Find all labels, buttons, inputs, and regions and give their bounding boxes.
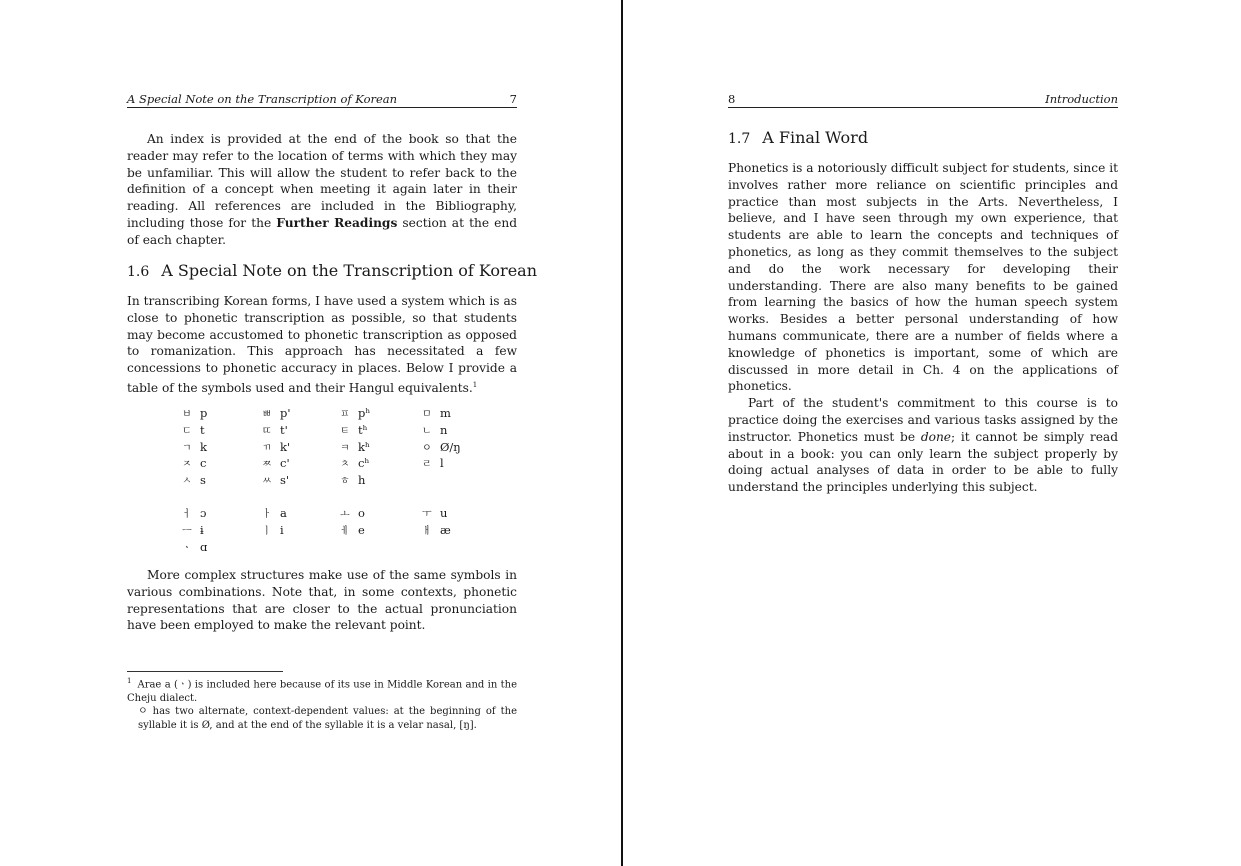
- hangul-symbol: ㆍ: [182, 542, 192, 554]
- footnote-rule: [127, 671, 283, 672]
- symbol-cell: [182, 522, 204, 537]
- hangul-symbol: ㅓ: [182, 509, 192, 520]
- phonetic-symbol: tʰ: [358, 422, 368, 437]
- symbol-cell: [262, 522, 284, 537]
- symbol-cell: [422, 505, 447, 520]
- footnote: [127, 675, 517, 732]
- symbol-cell: [340, 505, 365, 520]
- hangul-symbol: ㄱ: [182, 442, 192, 454]
- phonetic-symbol: s: [200, 473, 206, 488]
- phonetic-symbol: n: [440, 422, 448, 437]
- hangul-symbol: ㅏ: [262, 509, 272, 520]
- paragraph2-text: Part of the student's commitment to this course is to practice doing the exercises and various tasks assigned by the instructor. Phonetics must be: [728, 396, 1118, 444]
- symbol-cell: [422, 405, 451, 420]
- hangul-symbol: ㅣ: [262, 525, 272, 537]
- phonetic-symbol: c': [280, 456, 290, 471]
- phonetic-symbol: o: [358, 506, 365, 520]
- symbol-cell: [262, 422, 288, 437]
- symbol-cell: [262, 505, 287, 520]
- phonetic-symbol: p': [280, 406, 291, 420]
- hangul-symbol: ㅇ: [422, 442, 432, 454]
- hangul-symbol: ㅎ: [340, 476, 350, 488]
- hangul-symbol: ㅁ: [422, 409, 432, 420]
- footnote-line2: ㅇ has two alternate, context-dependent values: at the beginning of the syllable it is Ø, and at the end of the syllable it is a velar nasal, [ŋ].: [138, 706, 517, 731]
- left-page-header: [127, 90, 517, 108]
- symbol-cell: [422, 522, 451, 537]
- phonetic-symbol: kʰ: [358, 439, 370, 454]
- closing-paragraph: [127, 567, 517, 634]
- final-word-paragraph-1: Phonetics is a notoriously difficult subject for students, since it involves rather more reliance on scientific principles and practice than most subjects in the Arts. Nevertheless, I believe, and I have seen through my own experience, that students are able to learn the concepts and techniques of phonetics, as long as they commit themselves to the subject and do the work necessary for developing their understanding. There are also many benefits to be gained from learning the basics of how the human speech system works. Besides a better personal understanding of how humans communicate, there are a number of fields where a knowledge of phonetics is important, some of which are discussed in more detail in Ch. 4 on the applications of phonetics.: [728, 161, 1118, 394]
- symbol-row: [182, 405, 482, 421]
- paragraph2-text-end: ; it cannot be simply read about in a book: you can only learn the subject properly by doing actual analyses of data in order to be able to fully understand the principles underlying this subject.: [728, 429, 1118, 495]
- symbol-cell: [182, 505, 206, 520]
- left-header-page-number: 7: [509, 92, 517, 106]
- symbol-row: [182, 422, 482, 438]
- symbol-cell: [340, 405, 370, 420]
- right-page: [623, 0, 1241, 866]
- hangul-symbol: ㅅ: [182, 476, 192, 488]
- symbol-cell: [262, 455, 290, 470]
- hangul-symbol: ㅜ: [422, 509, 432, 520]
- intro-text-end: section at the end of each chapter.: [127, 215, 518, 247]
- phonetic-symbol: e: [358, 522, 365, 537]
- transcription-text: In transcribing Korean forms, I have used a system which is as close to phonetic transcription as possible, so that students may become accustomed to phonetic transcription as opposed to romanization. This approach has necessitated a few concessions to phonetic accuracy in places. Below I provide a table of the symbols used and their Hangul equivalents.: [127, 294, 517, 396]
- hangul-symbol: ㅌ: [340, 425, 350, 437]
- hangul-symbol: ㅉ: [262, 459, 272, 471]
- symbol-cell: [422, 439, 461, 454]
- phonetic-symbol: l: [440, 456, 444, 471]
- footnote-ref: 1: [472, 380, 478, 389]
- right-header-title: Introduction: [1045, 92, 1118, 106]
- hangul-symbol: ㅡ: [182, 525, 192, 537]
- symbol-row: [182, 522, 482, 538]
- phonetic-symbol: s': [280, 473, 290, 488]
- hangul-symbol: ㅗ: [340, 509, 350, 520]
- symbol-cell: [182, 439, 207, 454]
- phonetic-symbol: ɨ: [200, 522, 204, 537]
- symbol-cell: [340, 522, 365, 537]
- final-word-paragraphs: [728, 160, 1118, 496]
- section-heading-1-7: [728, 128, 868, 147]
- section-heading-1-6: [127, 261, 537, 280]
- phonetic-symbol: c: [200, 456, 207, 471]
- phonetic-symbol: k': [280, 439, 291, 454]
- closing-text: More complex structures make use of the same symbols in various combinations. Note that, in some contexts, phonetic representations that are closer to the actual pronunciation have been employed to make the relevant point.: [127, 568, 517, 633]
- hangul-symbol: ㄴ: [422, 425, 432, 437]
- transcription-paragraph: [127, 293, 517, 397]
- symbol-row: [182, 539, 482, 555]
- hangul-symbol: ㅐ: [422, 525, 432, 537]
- symbol-cell: [182, 422, 205, 437]
- phonetic-symbol: æ: [440, 522, 451, 537]
- left-header-title: A Special Note on the Transcription of Korean: [127, 92, 398, 106]
- symbol-cell: [340, 472, 365, 487]
- section-number: 1.6: [127, 264, 150, 280]
- symbol-cell: [262, 439, 290, 454]
- symbol-cell: [422, 422, 447, 437]
- further-readings-bold: Further Readings: [276, 215, 398, 230]
- phonetic-symbol: t': [280, 422, 288, 437]
- hangul-symbol: ㅈ: [182, 459, 192, 471]
- phonetic-symbol: u: [440, 506, 448, 520]
- phonetic-symbol: ɔ: [200, 506, 207, 520]
- phonetic-symbol: t: [200, 422, 205, 437]
- hangul-symbol: ㄸ: [262, 425, 272, 437]
- footnote-mark: 1: [127, 677, 132, 685]
- symbol-cell: [340, 422, 368, 437]
- phonetic-symbol: a: [280, 506, 287, 520]
- symbol-row: [182, 455, 482, 471]
- hangul-symbol: ㅂ: [182, 409, 192, 420]
- phonetic-symbol: h: [358, 473, 366, 488]
- phonetic-symbol: k: [200, 439, 207, 454]
- hangul-symbol: ㄹ: [422, 459, 432, 471]
- phonetic-symbol: pʰ: [358, 406, 371, 420]
- phonetic-symbol: ɑ: [200, 539, 208, 554]
- hangul-symbol: ㄷ: [182, 425, 192, 437]
- done-italic: done: [920, 429, 952, 444]
- hangul-symbol: ㅔ: [340, 525, 350, 537]
- footnote-line1: Arae a (ㆍ) is included here because of its use in Middle Korean and in the Cheju dialect.: [127, 679, 517, 704]
- hangul-symbol: ㅋ: [340, 442, 350, 454]
- intro-paragraph: [127, 131, 517, 249]
- symbol-cell: [262, 405, 291, 420]
- phonetic-symbol: p: [200, 406, 208, 420]
- right-header-page-number: 8: [728, 92, 736, 106]
- symbol-row: [182, 439, 482, 455]
- symbol-cell: [182, 405, 207, 420]
- symbol-cell: [262, 472, 289, 487]
- symbol-cell: [422, 455, 444, 470]
- hangul-symbol: ㅆ: [262, 476, 272, 488]
- symbol-cell: [182, 539, 207, 554]
- phonetic-symbol: i: [280, 522, 284, 537]
- hangul-symbol: ㅊ: [340, 459, 350, 471]
- symbol-cell: [340, 455, 369, 470]
- phonetic-symbol: Ø/ŋ: [440, 439, 461, 454]
- section-number: 1.7: [728, 131, 751, 147]
- intro-text: An index is provided at the end of the book so that the reader may refer to the location of terms with which they may be unfamiliar. This will allow the student to refer back to the definition of a concept when meeting it again later in their reading. All references are included in the Bibliography, including those for the: [127, 132, 517, 230]
- symbol-row: [182, 472, 482, 488]
- symbol-row: [182, 505, 482, 521]
- phonetic-symbol: m: [440, 406, 451, 420]
- right-page-header: [728, 90, 1118, 108]
- hangul-symbol: ㅃ: [262, 409, 272, 420]
- symbol-cell: [182, 472, 206, 487]
- symbol-cell: [182, 455, 206, 470]
- final-word-paragraph-2: [728, 395, 1118, 496]
- section-title: A Final Word: [762, 128, 869, 147]
- hangul-symbol: ㅍ: [340, 409, 350, 420]
- symbol-cell: [340, 439, 370, 454]
- section-title: A Special Note on the Transcription of Korean: [161, 261, 537, 280]
- hangul-symbol: ㄲ: [262, 442, 272, 454]
- phonetic-symbol: cʰ: [358, 456, 370, 471]
